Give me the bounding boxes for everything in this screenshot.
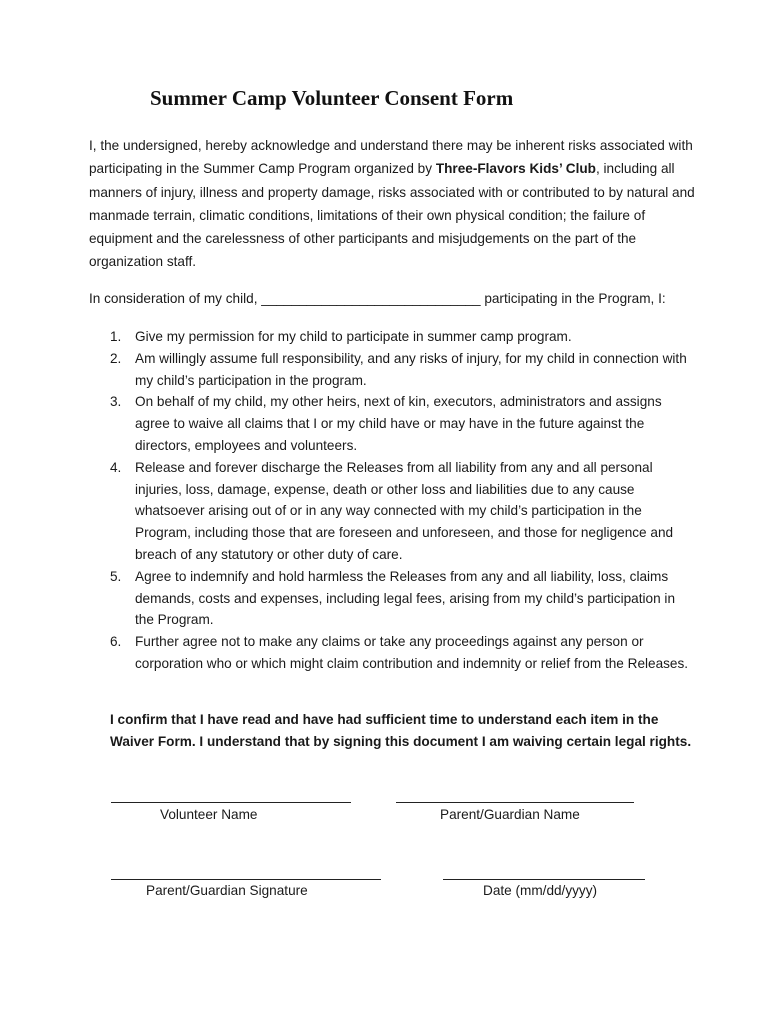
list-item-number: 4. [110, 459, 122, 475]
agreement-list [110, 326, 690, 675]
list-item-text: Give my permission for my child to participate in summer camp program. [135, 329, 572, 344]
date-line[interactable] [443, 879, 645, 880]
list-item [110, 348, 690, 392]
list-item [110, 631, 690, 675]
consideration-text-after: participating in the Program, I: [484, 291, 666, 306]
volunteer-name-label: Volunteer Name [160, 807, 258, 822]
parent-signature-label: Parent/Guardian Signature [146, 883, 308, 898]
list-item-text: Am willingly assume full responsibility, and any risks of injury, for my child in connection with my child’s participation in the program. [135, 350, 687, 388]
list-item-number: 3. [110, 394, 122, 410]
list-item [110, 566, 690, 631]
form-title: Summer Camp Volunteer Consent Form [150, 86, 514, 110]
consideration-line [89, 288, 699, 310]
consideration-text-before: In consideration of my child, [89, 291, 258, 306]
list-item-number: 6. [110, 634, 122, 650]
intro-paragraph [89, 134, 699, 274]
list-item-number: 5. [110, 568, 122, 584]
list-item [110, 391, 690, 456]
intro-text-after: , including all manners of injury, illness and property damage, risks associated with or contributed to by natural and manmade terrain, climatic conditions, limitations of their own physical condition; the failure of equipment and the carelessness of other participants and misjudgements on the part of the organization staff. [89, 161, 695, 270]
list-item [110, 326, 690, 348]
confirmation-statement: I confirm that I have read and have had sufficient time to understand each item in the Waiver Form. I understand that by signing this document I am waiving certain legal rights. [110, 712, 692, 749]
parent-name-line[interactable] [396, 802, 634, 803]
list-item [110, 457, 690, 566]
list-item-number: 1. [110, 329, 122, 344]
list-item-text: Agree to indemnify and hold harmless the Releases from any and all liability, loss, claims demands, costs and expenses, including legal fees, arising from my child’s participation in the Program. [135, 568, 676, 628]
intro-text-before: I, the undersigned, hereby acknowledge and understand there may be inherent risks associated with participating in the Summer Camp Program organized by [89, 138, 693, 177]
list-item-text: On behalf of my child, my other heirs, next of kin, executors, administrators and assigns agree to waive all claims that I or my child have or may have in the future against the directors, employees and volunteers. [135, 394, 662, 453]
list-item-text: Further agree not to make any claims or take any proceedings against any person or corporation who or which might claim contribution and indemnity or relief from the Releases. [135, 634, 689, 671]
list-item-text: Release and forever discharge the Releases from all liability from any and all personal injuries, loss, damage, expense, death or other loss and liabilities due to any cause whatsoever arising out of or in any way connected with my child’s participation in the Program, including those that are foreseen and unforeseen, and those for negligence and breach of any statutory or other duty of care. [135, 459, 674, 562]
list-item-number: 2. [110, 350, 122, 366]
parent-signature-line[interactable] [111, 879, 381, 880]
parent-name-label: Parent/Guardian Name [440, 807, 580, 822]
child-name-blank[interactable]: _____________________________ [261, 291, 481, 306]
date-label: Date (mm/dd/yyyy) [483, 883, 598, 898]
volunteer-name-line[interactable] [111, 802, 351, 803]
organization-name: Three-Flavors Kids’ Club [435, 161, 596, 177]
